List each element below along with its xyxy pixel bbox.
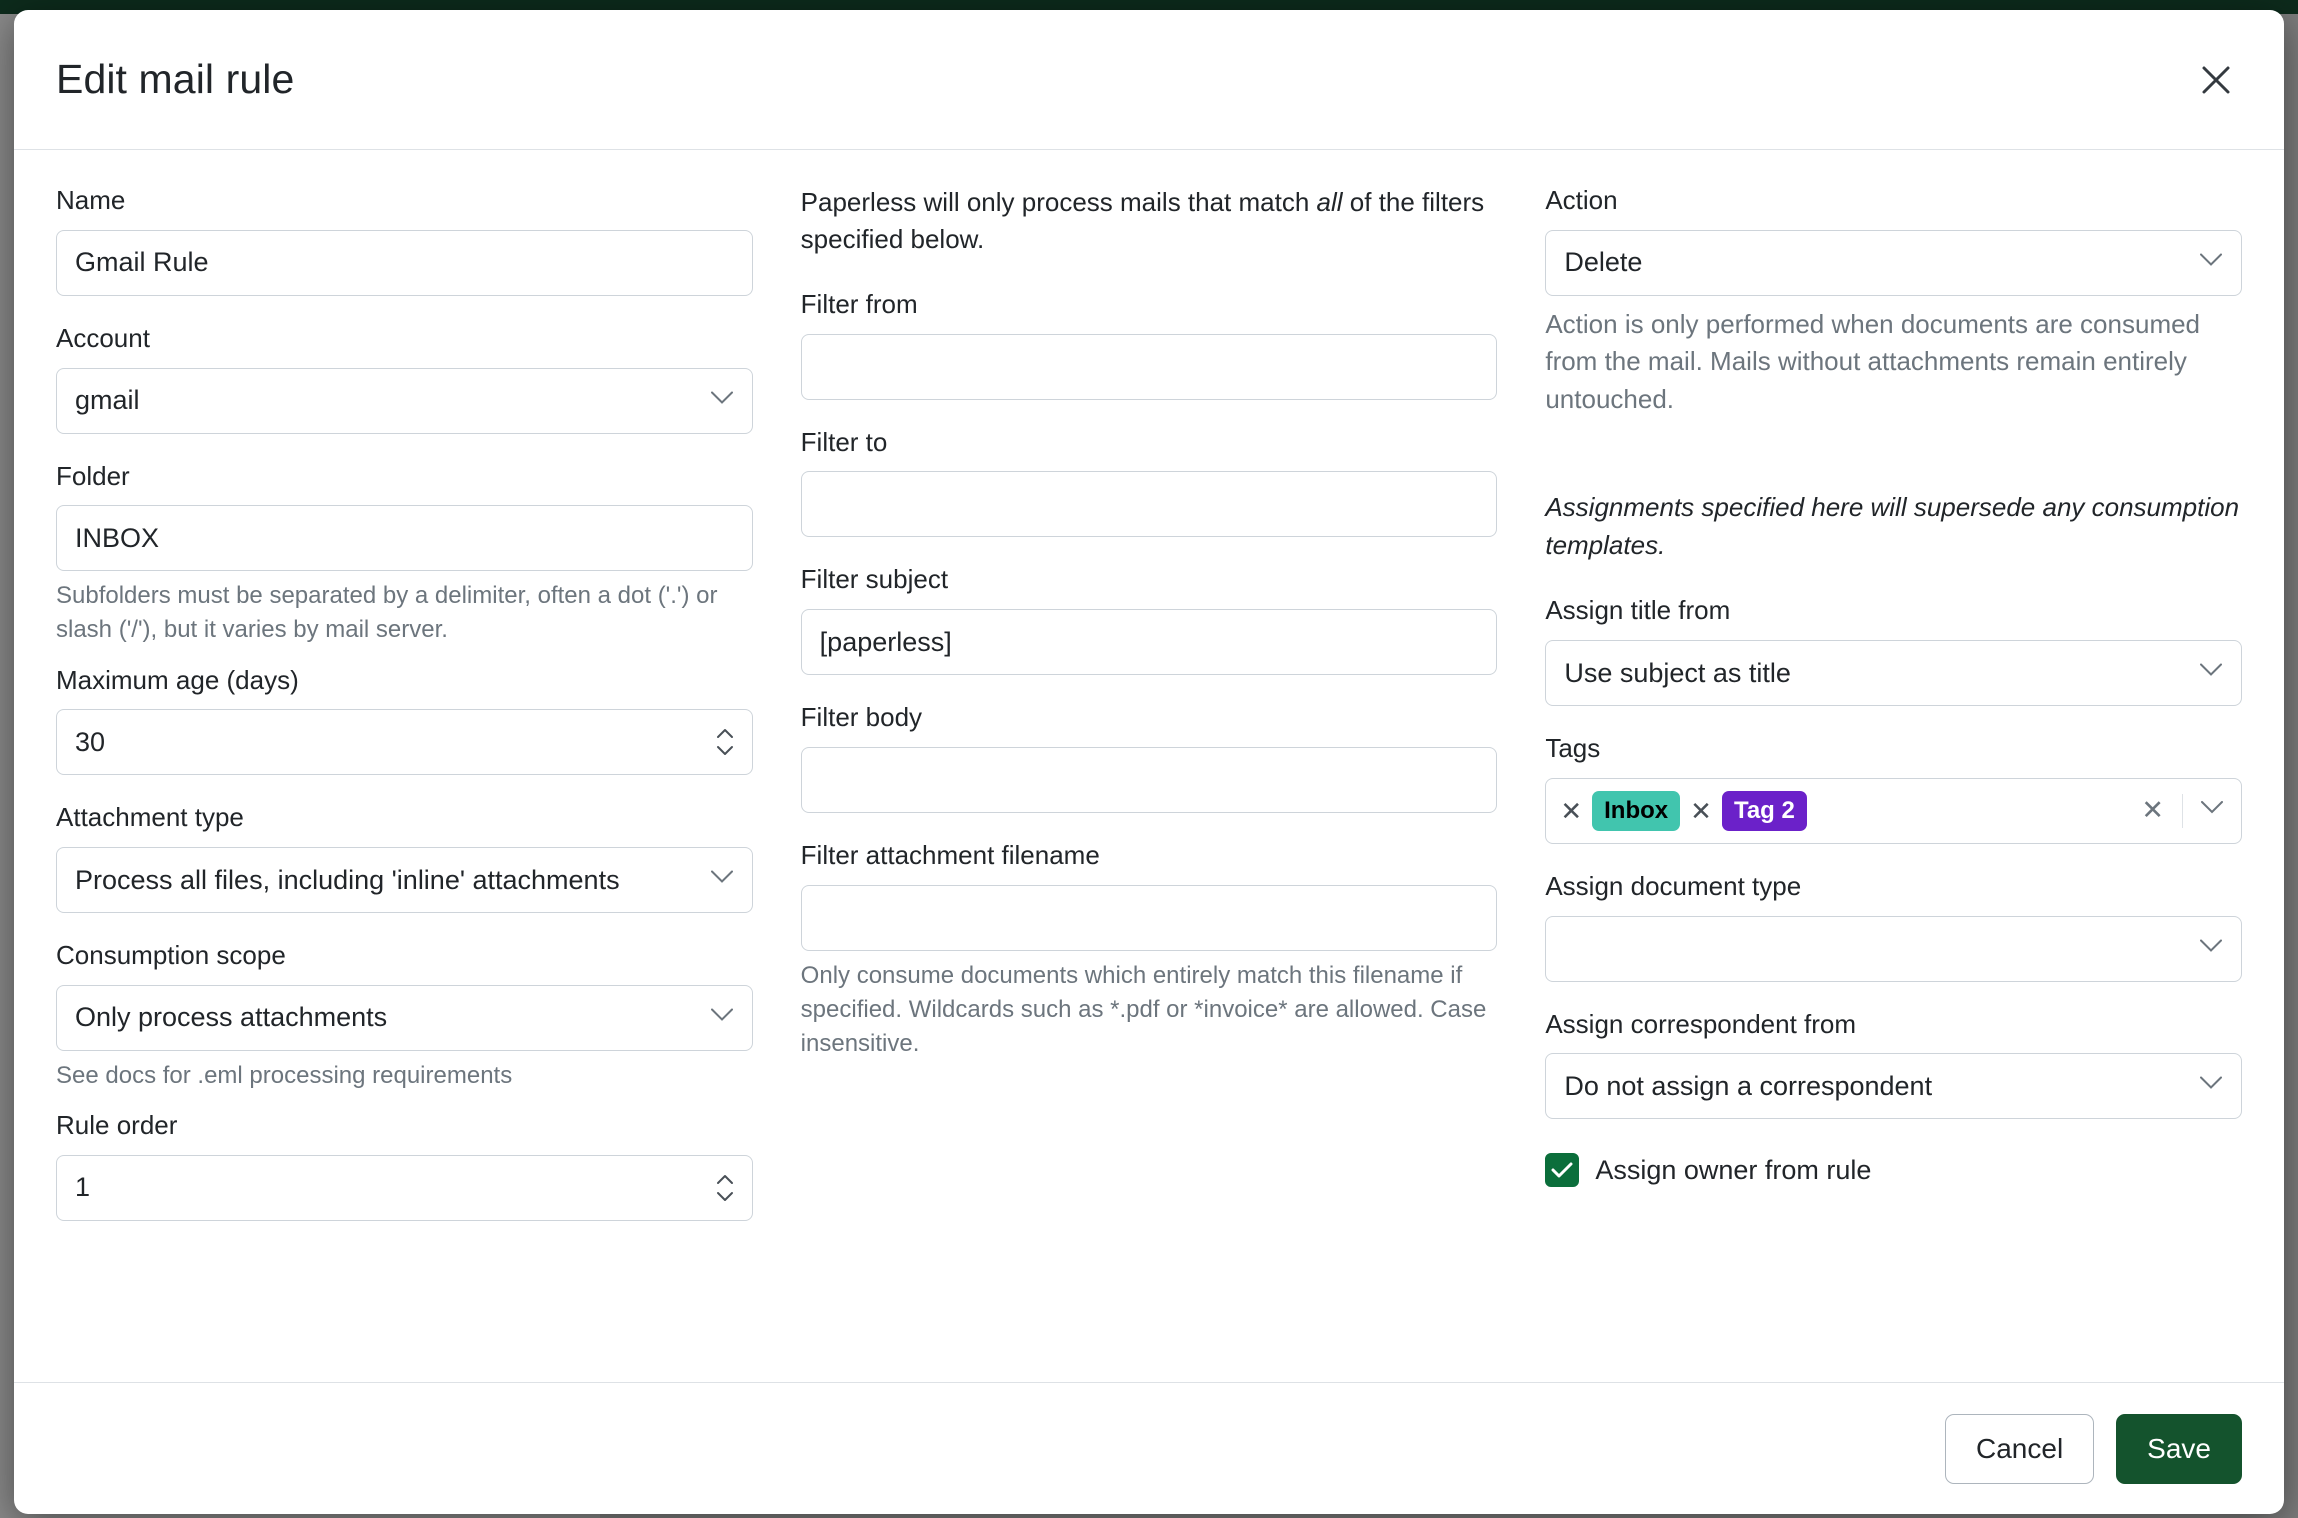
folder-helper-text: Subfolders must be separated by a delimiter, often a dot ('.') or slash ('/'), but it varies by mail server. <box>56 582 718 644</box>
assign-document-type-select-wrap <box>1545 916 2242 982</box>
attachment-type-select-wrap <box>56 847 753 913</box>
section-spacer <box>1545 435 2242 489</box>
assign-owner-checkbox[interactable] <box>1545 1153 1579 1187</box>
account-field-group <box>56 322 753 434</box>
account-select-wrap <box>56 368 753 434</box>
assignments-note: Assignments specified here will supersede any consumption templates. <box>1545 491 2240 560</box>
action-helper-text: Action is only performed when documents are consumed from the mail. Mails without attachments remain entirely untouched. <box>1545 308 2201 415</box>
assign-title-from-group <box>1545 594 2242 706</box>
action-select-wrap <box>1545 230 2242 296</box>
name-input[interactable] <box>56 230 753 296</box>
filter-subject-label: Filter subject <box>800 564 949 595</box>
save-button[interactable]: Save <box>2116 1414 2242 1484</box>
filter-attachment-filename-label: Filter attachment filename <box>800 840 1100 870</box>
consumption-scope-select-wrap <box>56 985 753 1051</box>
attachment-type-field-group <box>56 801 753 913</box>
assign-correspondent-from-select-wrap <box>1545 1053 2242 1119</box>
maximum-age-input[interactable] <box>56 709 753 775</box>
filter-to-group <box>801 426 1498 538</box>
tag-item <box>1560 791 1680 831</box>
rule-order-label: Rule order <box>56 1110 178 1141</box>
consumption-scope-field-group <box>56 939 753 1093</box>
cancel-button[interactable]: Cancel <box>1945 1414 2094 1484</box>
assign-document-type-group <box>1545 870 2242 982</box>
tag-chip: Tag 2 <box>1722 791 1807 831</box>
assign-document-type-label: Assign document type <box>1545 870 1802 901</box>
assign-owner-from-rule-row[interactable] <box>1545 1153 2242 1187</box>
maximum-age-label: Maximum age (days) <box>56 664 299 695</box>
filter-from-input[interactable] <box>801 334 1498 400</box>
assign-title-from-label: Assign title from <box>1545 595 1731 626</box>
assign-document-type-select[interactable] <box>1545 916 2242 982</box>
filter-body-input[interactable] <box>801 747 1498 813</box>
clear-icon[interactable]: ✕ <box>2141 795 2165 826</box>
filter-to-label: Filter to <box>800 426 888 457</box>
filter-attachment-filename-group <box>801 839 1498 1061</box>
consumption-scope-helper-text: See docs for .eml processing requirements <box>56 1061 513 1089</box>
filter-body-label: Filter body <box>800 702 923 733</box>
filter-from-label: Filter from <box>800 288 918 319</box>
maximum-age-field-group <box>56 664 753 776</box>
assign-title-from-select-wrap <box>1545 640 2242 706</box>
tags-multiselect[interactable] <box>1545 778 2242 844</box>
filter-subject-group <box>801 563 1498 675</box>
assign-owner-label: Assign owner from rule <box>1595 1154 1872 1185</box>
assign-correspondent-from-group <box>1545 1008 2242 1120</box>
assign-correspondent-from-select[interactable] <box>1545 1053 2242 1119</box>
filters-intro-text <box>801 184 1498 258</box>
edit-mail-rule-dialog <box>14 10 2284 1514</box>
close-icon[interactable] <box>2190 54 2242 106</box>
filters-intro-prefix: Paperless will only process mails that match <box>800 187 1317 217</box>
dialog-title: Edit mail rule <box>56 56 295 102</box>
maximum-age-stepper-wrap <box>56 709 753 775</box>
tag-item <box>1690 791 1807 831</box>
attachment-type-select[interactable] <box>56 847 753 913</box>
folder-label: Folder <box>56 460 130 491</box>
rule-order-stepper-wrap <box>56 1155 753 1221</box>
name-label: Name <box>56 185 126 215</box>
folder-field-group <box>56 460 753 648</box>
action-select[interactable] <box>1545 230 2242 296</box>
rule-order-field-group <box>56 1109 753 1221</box>
tags-controls <box>2141 794 2227 828</box>
consumption-scope-label: Consumption scope <box>56 940 286 971</box>
rule-settings-column <box>56 184 753 1382</box>
attachment-type-label: Attachment type <box>56 802 244 833</box>
account-select[interactable] <box>56 368 753 434</box>
filter-subject-input[interactable] <box>801 609 1498 675</box>
tag-chip: Inbox <box>1592 791 1680 831</box>
dialog-header <box>14 10 2284 150</box>
filter-from-group <box>801 288 1498 400</box>
filter-to-input[interactable] <box>801 471 1498 537</box>
chevron-down-icon[interactable] <box>2201 801 2223 820</box>
rule-order-input[interactable] <box>56 1155 753 1221</box>
name-field-group <box>56 184 753 296</box>
tags-label: Tags <box>1545 733 1601 764</box>
filter-body-group <box>801 701 1498 813</box>
divider <box>2182 794 2183 828</box>
filters-column <box>801 184 1498 1382</box>
folder-input[interactable] <box>56 505 753 571</box>
remove-tag-icon[interactable]: ✕ <box>1560 795 1583 826</box>
assign-title-from-select[interactable] <box>1545 640 2242 706</box>
actions-column <box>1545 184 2242 1382</box>
action-field-group <box>1545 184 2242 419</box>
dialog-body <box>14 150 2284 1382</box>
action-label: Action <box>1545 185 1618 215</box>
assign-correspondent-from-label: Assign correspondent from <box>1545 1008 1857 1039</box>
filters-intro-emphasis: all <box>1316 187 1343 217</box>
filter-attachment-filename-helper-text: Only consume documents which entirely match this filename if specified. Wildcards such as *.pdf or *invoice* are allowed. Case insensitive. <box>800 961 1487 1057</box>
account-label: Account <box>56 322 150 353</box>
filter-attachment-filename-input[interactable] <box>801 885 1498 951</box>
consumption-scope-select[interactable] <box>56 985 753 1051</box>
filters-intro-suffix: of the filters specified below. <box>800 187 1485 254</box>
tags-group <box>1545 732 2242 844</box>
dialog-footer <box>14 1382 2284 1514</box>
remove-tag-icon[interactable]: ✕ <box>1690 795 1712 826</box>
